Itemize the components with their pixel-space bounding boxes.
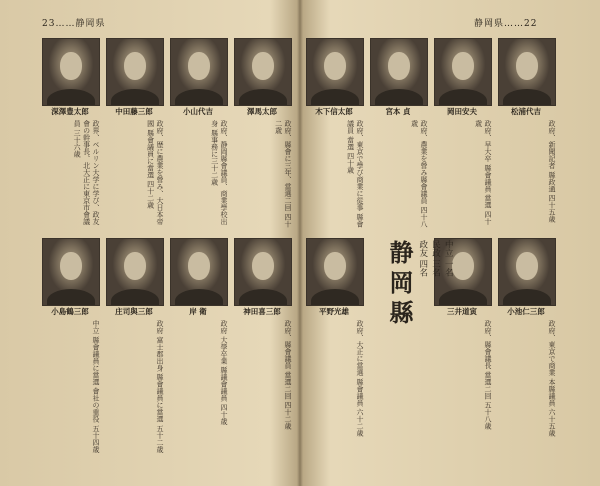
member-portrait: [498, 38, 556, 106]
member-name: 神田喜三郎: [243, 307, 281, 316]
member-bio: 政府、東京で商業 本縣議員 六十五歳: [548, 320, 556, 437]
party-count-minsei: 民政 三名: [430, 240, 441, 277]
member-name: 木下信太郎: [315, 107, 353, 116]
member-name: 小島鶴三郎: [51, 307, 89, 316]
member-name: 三井道寅: [447, 307, 477, 316]
member-bio: 政府、東京で學び商業に從事 縣會議員 當選 四十歳: [346, 120, 364, 228]
member-bio: 政府、縣會議長 當選二回 五十八歳: [484, 320, 492, 430]
member-portrait: [170, 238, 228, 306]
member-bio: 政府、縣會に三年、當選二回 四十二歳: [274, 120, 292, 228]
member-portrait: [42, 38, 100, 106]
member-portrait: [106, 238, 164, 306]
member-name: 松浦代吉: [511, 107, 541, 116]
member-bio: 政府 大學卒業 縣議會議員 四十歳: [220, 320, 228, 425]
member-portrait: [306, 38, 364, 106]
right-page-header: 静岡県……22: [474, 19, 538, 29]
member-bio: 政府、新聞記者 縣政通 四十五歳: [548, 120, 556, 223]
member-bio: 政府 富士郡出身 縣會議員に當選 五十二歳: [156, 320, 164, 453]
member-name: 澤馬太郎: [247, 107, 277, 116]
member-name: 小池仁三郎: [507, 307, 545, 316]
member-portrait: [234, 238, 292, 306]
member-name: 岸 衛: [189, 307, 207, 316]
party-count-seiyu: 政友 四名: [417, 240, 428, 277]
member-bio: 政府、縣會議員 當選二回 四十二歳: [284, 320, 292, 430]
member-bio: 政府、農業を營み縣會議員 四十八歳: [410, 120, 428, 228]
member-name: 平野光雄: [319, 307, 349, 316]
left-page-header: 23……静岡県: [42, 19, 106, 29]
member-bio: 政府、歴に農業を營み、大日本帝國 縣會議員に當選 四十二歳: [146, 120, 164, 225]
member-bio: 政府、早大卒 縣會議員 當選 四十歳: [474, 120, 492, 225]
member-portrait: [306, 238, 364, 306]
member-portrait: [234, 38, 292, 106]
party-summary: [416, 240, 454, 390]
member-portrait: [434, 38, 492, 106]
member-portrait: [42, 238, 100, 306]
member-bio: 政府、大正に當選 縣會議員 六十二歳: [356, 320, 364, 437]
member-bio: 中立 縣會議員に當選 會社の重役 五十四歳: [92, 320, 100, 453]
member-portrait: [370, 38, 428, 106]
member-name: 小山代吉: [183, 107, 213, 116]
member-name: 深澤豊太郎: [51, 107, 89, 116]
party-count-neutral: 中立 一名: [443, 240, 454, 277]
member-name: 岡田安夫: [447, 107, 477, 116]
member-portrait: [498, 238, 556, 306]
member-bio: 政府、静岡縣會議員、商業學校出身 縣事務に三十二歳: [210, 120, 228, 225]
prefecture-title: 静岡縣: [385, 240, 414, 330]
member-bio: 政界、ベルリン大学に学び、政友會の幹事長、北大正に東京市會議員 三十六歳: [73, 120, 100, 225]
member-name: 宮本 貞: [385, 107, 411, 116]
member-name: 中田藤三郎: [115, 107, 153, 116]
member-portrait: [106, 38, 164, 106]
member-name: 庄司與三郎: [115, 307, 153, 316]
member-portrait: [170, 38, 228, 106]
